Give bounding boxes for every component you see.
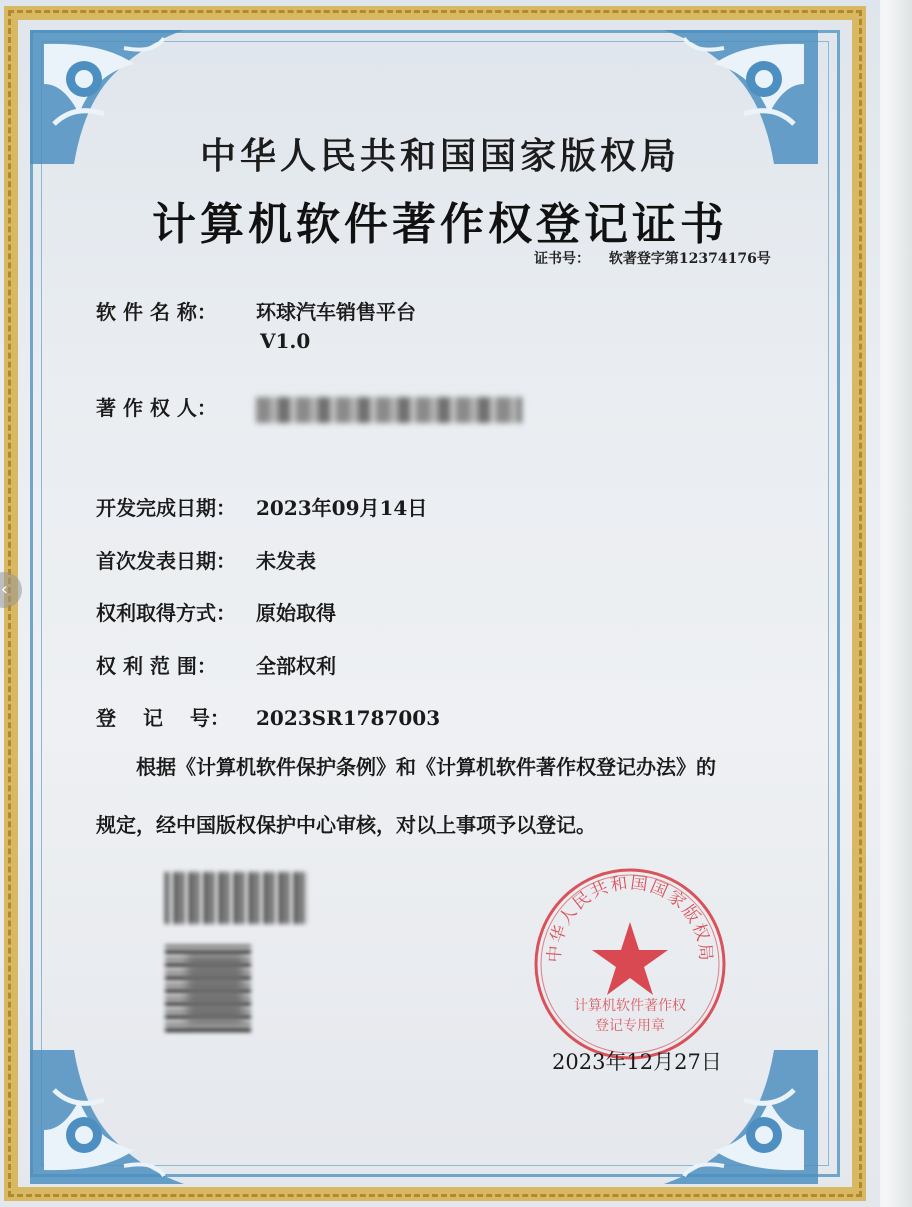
first-publication-label: 首次发表日期： [96, 549, 236, 573]
issue-date: 2023年12月27日 [552, 1050, 722, 1074]
registration-number-label: 登 记 号： [96, 706, 230, 730]
acquisition-method-field [96, 597, 336, 626]
copyright-holder-field [96, 392, 522, 423]
completion-date-field [96, 492, 427, 521]
previous-image-arrow-icon[interactable]: ‹ [0, 572, 22, 608]
corner-ornament-bottom-left [24, 1040, 194, 1190]
copyright-holder-label: 著 作 权 人： [96, 396, 217, 420]
software-version: V1.0 [260, 329, 311, 353]
rights-scope-field [96, 650, 336, 679]
seal-inner-text-2: 登记专用章 [595, 1018, 665, 1034]
seal-inner-text-1: 计算机软件著作权 [574, 998, 686, 1014]
statement-line-1-text: 根据《计算机软件保护条例》和《计算机软件著作权登记办法》的 [136, 755, 716, 779]
rights-scope-value: 全部权利 [256, 654, 336, 678]
certificate-number-value: 软著登字第12374176号 [608, 251, 771, 267]
registration-number-field [96, 702, 440, 731]
acquisition-method-value: 原始取得 [256, 601, 336, 625]
statement-line-2: 规定，经中国版权保护中心审核，对以上事项予以登记。 [96, 813, 596, 837]
qr-code-redacted [165, 944, 251, 1032]
statement-line-1 [96, 738, 816, 796]
rights-scope-label: 权 利 范 围： [96, 654, 217, 678]
completion-date-label: 开发完成日期： [96, 496, 236, 520]
certificate-number-label: 证书号： [534, 251, 590, 267]
first-publication-field [96, 545, 316, 574]
software-name-value: 环球汽车销售平台 [256, 300, 416, 324]
star-icon [592, 922, 668, 995]
copyright-holder-redacted [256, 397, 522, 423]
certificate-number [534, 248, 771, 268]
certificate-title: 计算机软件著作权登记证书 [152, 199, 728, 250]
acquisition-method-label: 权利取得方式： [96, 601, 236, 625]
software-name-label: 软 件 名 称： [96, 300, 217, 324]
seal-outer-text: 中华人民共和国国家版权局 [544, 873, 716, 964]
software-name-field [96, 296, 416, 353]
barcode-redacted [165, 872, 307, 924]
registration-statement [96, 738, 816, 854]
official-seal [530, 864, 730, 1064]
issuing-authority: 中华人民共和国国家版权局 [199, 135, 680, 177]
first-publication-value: 未发表 [256, 549, 316, 573]
completion-date-value: 2023年09月14日 [256, 496, 428, 520]
registration-number-value: 2023SR1787003 [256, 706, 441, 730]
